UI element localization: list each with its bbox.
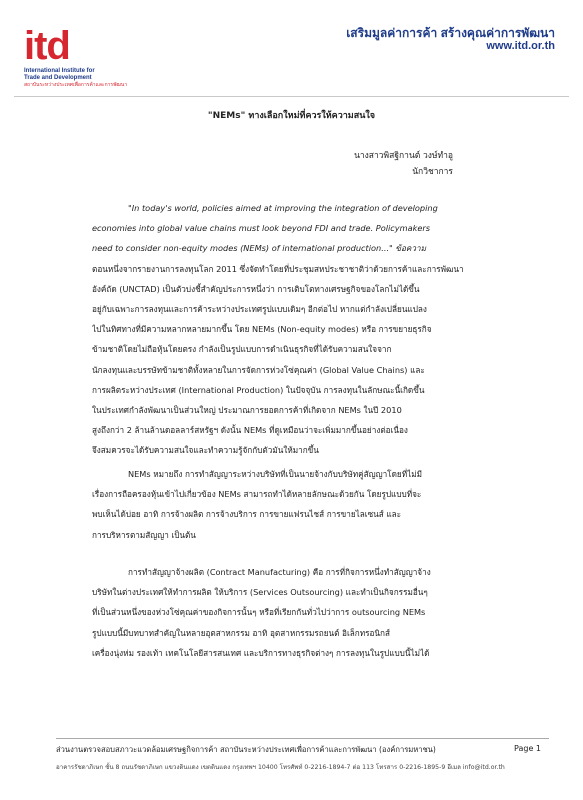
text-line: นักลงทุนและบรรษัทข้ามชาติทั้งหลายในการจัดการห่วงโซ่คุณค่า (Global Value Chains) และ	[92, 364, 425, 375]
text-line: ตอนหนึ่งจากรายงานการลงทุนโลก 2011 ซึ่งจัดทำโดยที่ประชุมสหประชาชาติว่าด้วยการค้าและการพัฒนา	[92, 263, 464, 274]
paragraph-intro	[92, 198, 512, 460]
author-name: นางสาวพิสฐิกานต์ วงษ์ทำอู	[354, 151, 453, 161]
text-line: need to consider non-equity modes (NEMs) of international production..." ข้อความ	[92, 243, 426, 254]
page-number: Page 1	[514, 744, 541, 753]
text-line: ไปในทิศทางที่มีความหลากหลายมากขึ้น โดย NEMs (Non-equity modes) หรือ การขยายธุรกิจ	[92, 324, 432, 335]
text-line: บริษัทในต่างประเทศให้ทำการผลิต ให้บริการ (Services Outsourcing) และทำเป็นกิจกรรมอื่นๆ	[92, 587, 428, 598]
footer-divider	[56, 738, 549, 739]
logo-subtitle-3: สถาบันระหว่างประเทศเพื่อการค้าและการพัฒนา	[24, 82, 128, 88]
header-divider	[14, 96, 569, 97]
text-line: เครื่องนุ่งห่ม รองเท้า เทคโนโลยีสารสนเทศ และบริการทางธุรกิจต่างๆ การลงทุนในรูปแบบนี้ไม่ได้	[92, 647, 430, 658]
text-line: การบริหารตามสัญญา เป็นต้น	[92, 529, 196, 540]
text-line: สูงถึงกว่า 2 ล้านล้านดอลลาร์สหรัฐฯ ดังนั้น NEMs ที่ดูเหมือนว่าจะเพิ่มมากขึ้นอย่างต่อเนื่อง	[92, 425, 408, 436]
text-line: NEMs หมายถึง การทำสัญญาระหว่างบริษัทที่เป็นนายจ้างกับบริษัทคู่สัญญาโดยที่ไม่มี	[128, 469, 423, 479]
text-line: พบเห็นได้บ่อย อาทิ การจ้างผลิต การจ้างบริการ การขายแฟรนไชส์ การขายไลเซนส์ และ	[92, 509, 402, 520]
text-line: อังค์ถัด (UNCTAD) เป็นตัวบ่งชี้สำคัญประการหนึ่งว่า การเติบโตทางเศรษฐกิจของโลกไม่ได้ขึ้น	[92, 283, 420, 294]
header-slogan: เสริมมูลค่าการค้า สร้างคุณค่าการพัฒนา	[346, 26, 555, 40]
document-title: "NEMs" ทางเลือกใหม่ที่ควรให้ความสนใจ	[207, 111, 376, 121]
paragraph-definition	[92, 464, 512, 545]
footer-address: อาคารรัชดาภิเษก ชั้น 8 ถนนรัชดาภิเษก แขวงดินแดง เขตดินแดง กรุงเทพฯ 10400 โทรศัพท์ 0-2216-1894-7 ต่อ 113 โทรสาร 0-2216-1895-9 อีเมล info@itd.or.th	[56, 764, 505, 771]
logo-subtitle-1: International Institute for	[24, 68, 95, 74]
text-line: การผลิตระหว่างประเทศ (International Production) ในปัจจุบัน การลงทุนในลักษณะนี้เกิดขึ้น	[92, 384, 425, 395]
header-website: www.itd.or.th	[486, 40, 555, 52]
logo-subtitle-2: Trade and Development	[24, 75, 92, 81]
text-line: ที่เป็นส่วนหนึ่งของห่วงโซ่คุณค่าของกิจการนั้นๆ หรือที่เรียกกันทั่วไปว่าการ outsourcing NEMs	[92, 607, 426, 618]
itd-logo	[24, 26, 134, 90]
text-line: เรื่องการถือครองหุ้นเข้าไปเกี่ยวข้อง NEMs สามารถทำได้หลายลักษณะด้วยกัน โดยรูปแบบที่จะ	[92, 489, 422, 500]
author-role: นักวิชาการ	[412, 167, 453, 177]
text-line: ในประเทศกำลังพัฒนาเป็นส่วนใหญ่ ประมาณการยอดการค้าที่เกิดจาก NEMs ในปี 2010	[92, 404, 402, 415]
text-line: รูปแบบนี้มีบทบาทสำคัญในหลายอุตสาหกรรม อาทิ อุตสาหกรรมรถยนต์ อิเล็กทรอนิกส์	[92, 627, 390, 638]
text-line: "In today's world, policies aimed at improving the integration of developing	[128, 203, 438, 213]
footer-organization: ส่วนงานตรวจสอบสภาวะแวดล้อมเศรษฐกิจการค้า สถาบันระหว่างประเทศเพื่อการค้าและการพัฒนา (องค์การมหาชน)	[56, 745, 436, 754]
text-line: จึงสมควรจะได้รับความสนใจและทำความรู้จักกับตัวมันให้มากขึ้น	[92, 445, 319, 456]
text-line: อยู่กับเฉพาะการลงทุนและการค้าระหว่างประเทศรูปแบบเดิมๆ อีกต่อไป หากแต่กำลังเปลี่ยนแปลง	[92, 303, 427, 314]
text-line: การทำสัญญาจ้างผลิต (Contract Manufacturing) คือ การที่กิจการหนึ่งทำสัญญาจ้าง	[128, 567, 431, 577]
text-line: economies into global value chains must look beyond FDI and trade. Policymakers	[92, 223, 431, 234]
text-line: ข้ามชาติโดยไม่ถือหุ้นโดยตรง กำลังเป็นรูปแบบการดำเนินธุรกิจที่ได้รับความสนใจจาก	[92, 344, 392, 355]
logo-wordmark: itd	[24, 24, 70, 68]
paragraph-contract-manufacturing	[92, 562, 512, 663]
